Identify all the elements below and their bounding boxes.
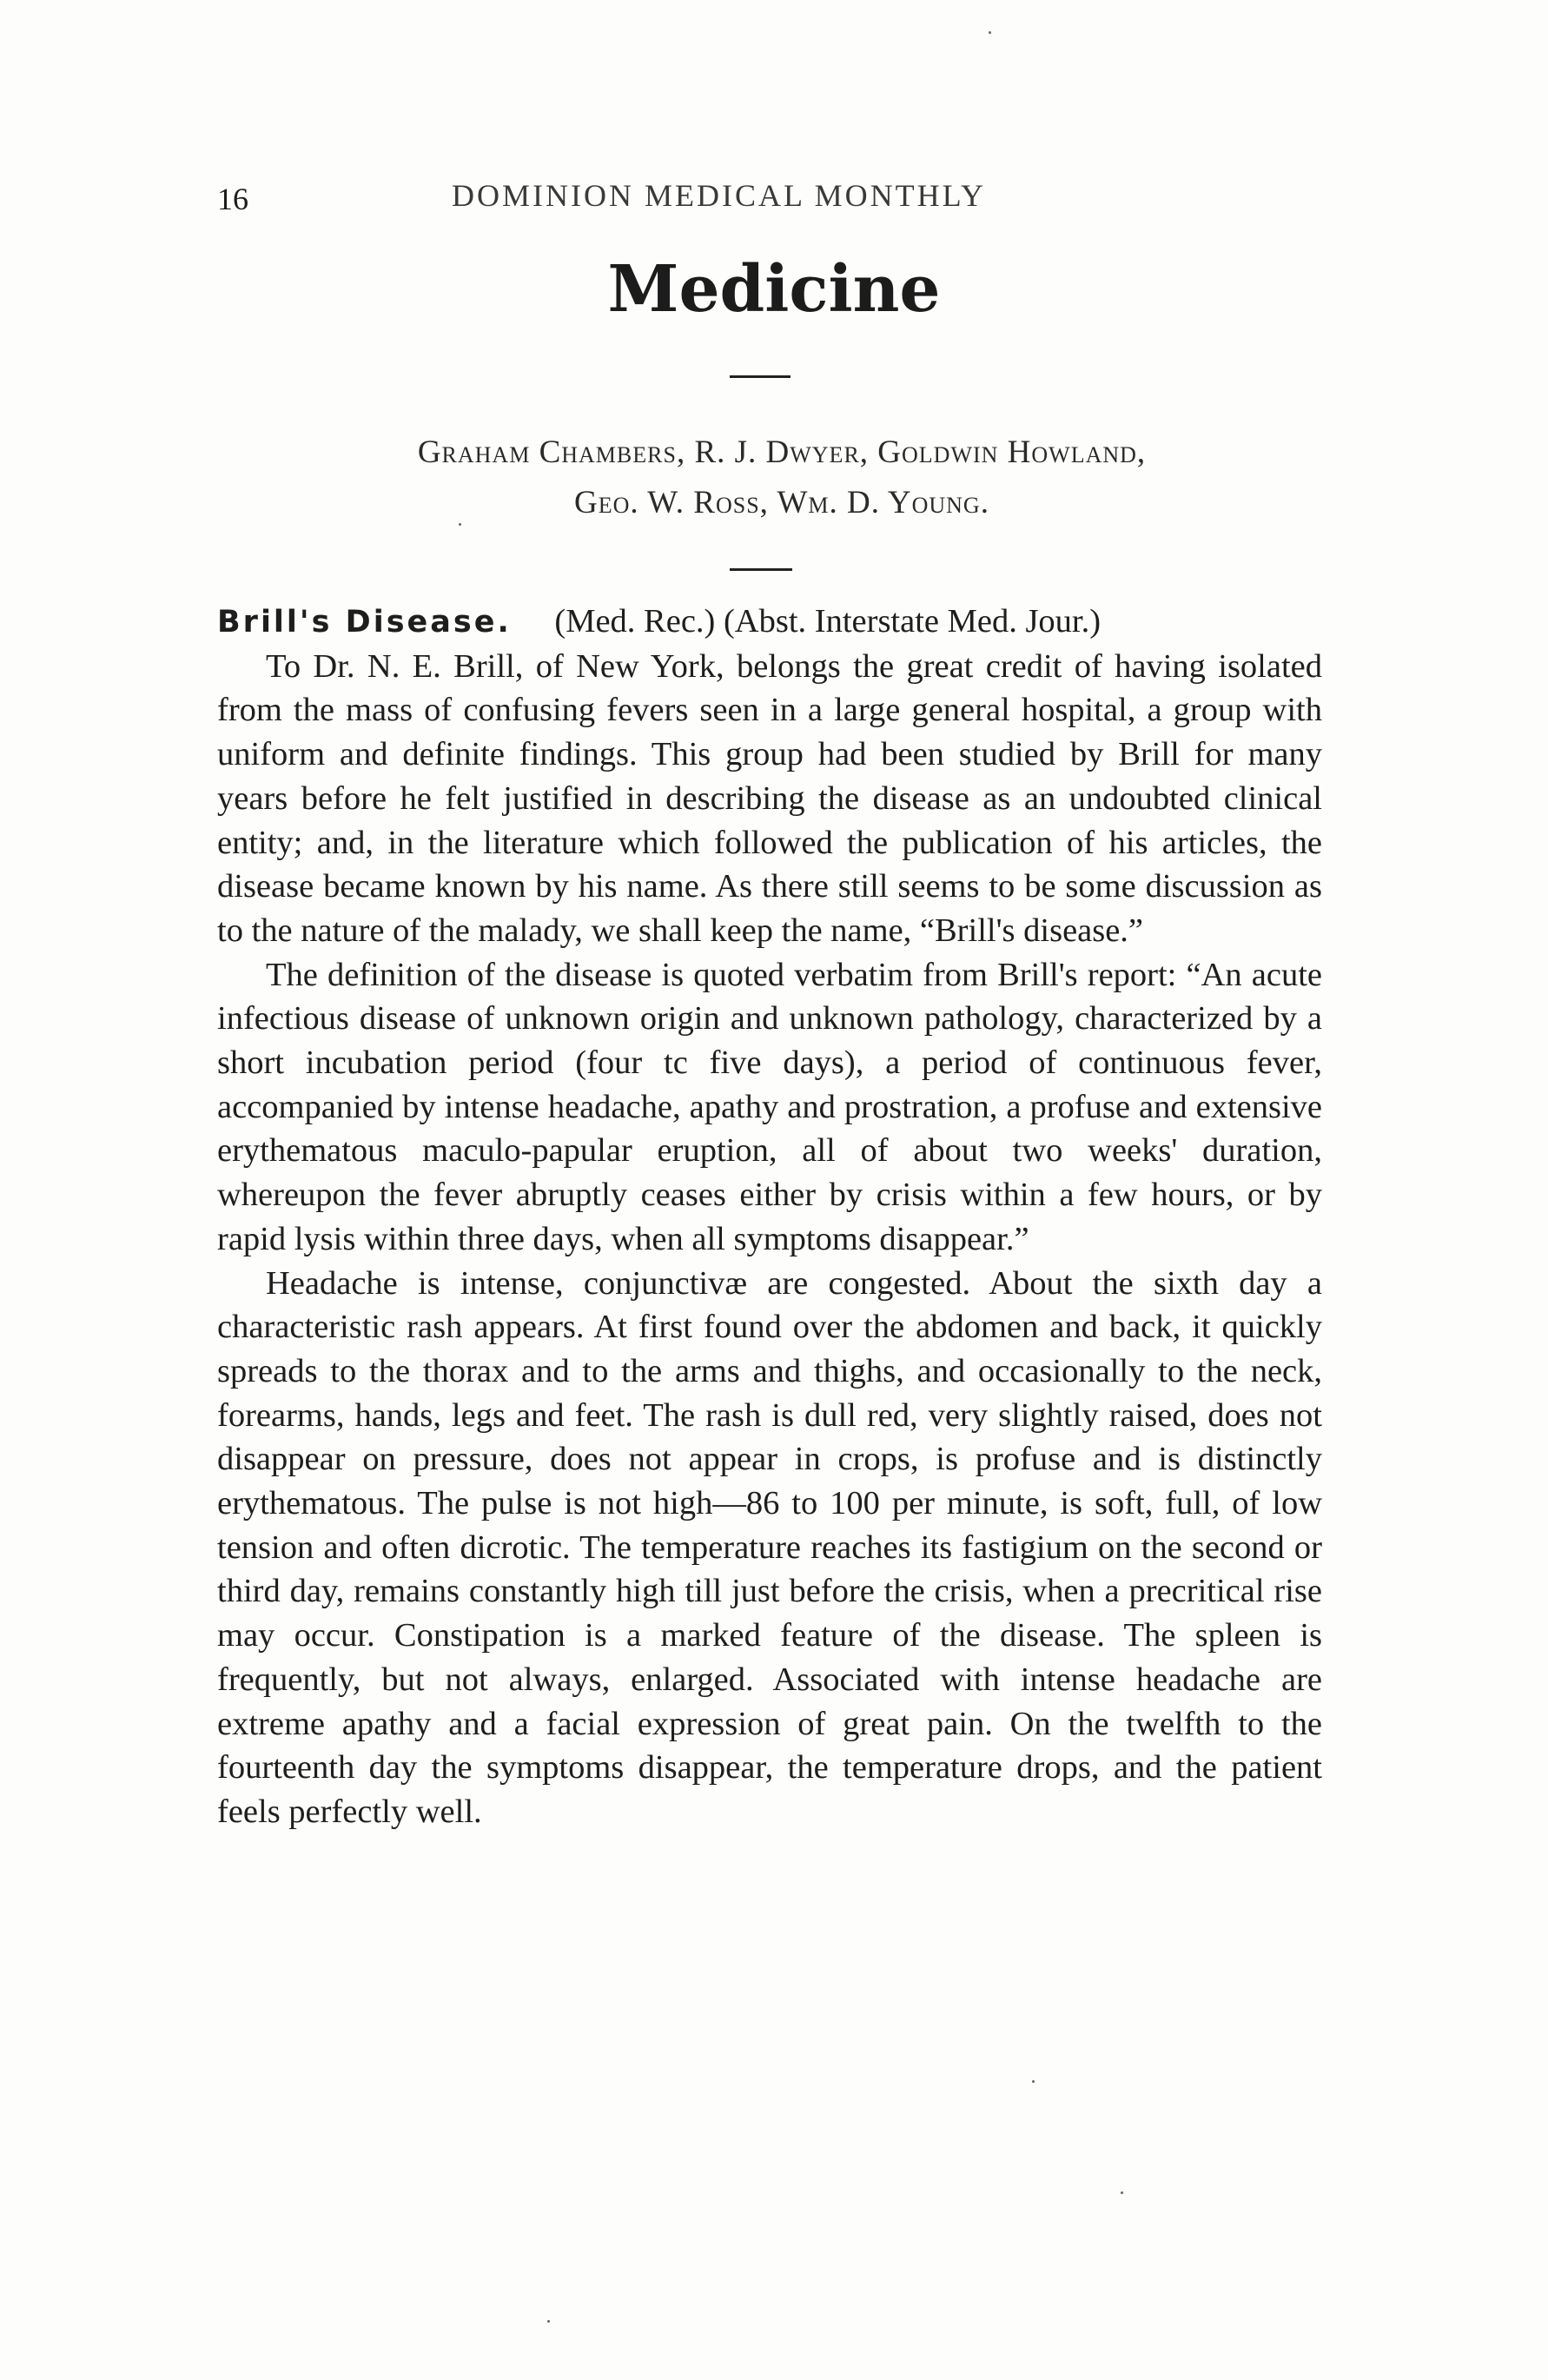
page-number: 16 [217, 182, 248, 216]
article-paragraph: Headache is intense, conjunctivæ are congested. About the sixth day a characteristic rash appears. At first found over the abdomen and back, it quickly spreads to the thorax and to the arms and thighs, and occasionally to the neck, forearms, hands, legs and feet. The rash is dull red, very slightly raised, does not disappear on pressure, does not appear in crops, is profuse and is distinctly erythematous. The pulse is not high—86 to 100 per minute, is soft, full, of low tension and often dicrotic. The temperature reaches its fastigium on the second or third day, remains constantly high till just before the crisis, when a precritical rise may occur. Constipation is a marked feature of the disease. The spleen is frequently, but not always, enlarged. Associated with intense headache are extreme apathy and a facial expression of great pain. On the twelfth to the fourteenth day the symptoms disappear, the temperature drops, and the patient feels perfectly well. [217, 1264, 1322, 1830]
paper-speck [547, 2320, 550, 2323]
running-head: DOMINION MEDICAL MONTHLY [452, 178, 987, 213]
paper-speck [1121, 2191, 1123, 2194]
divider-rule [730, 375, 791, 378]
section-title: Medicine [607, 252, 941, 327]
paper-speck [989, 31, 991, 34]
article-headline-row [217, 600, 1322, 645]
editors-line: Geo. W. Ross, Wm. D. Young. [574, 485, 989, 520]
paper-speck [1032, 2080, 1035, 2083]
divider-rule [730, 568, 792, 571]
paper-speck [459, 523, 461, 526]
article-paragraph: To Dr. N. E. Brill, of New York, belongs the great credit of having isolated from the mass of confusing fevers seen in a large general hospital, a group with uniform and definite findings. This group had been studied by Brill for many years before he felt justified in describing the disease as an undoubted clinical entity; and, in the literature which followed the publication of his articles, the disease became known by his name. As there still seems to be some discussion as to the nature of the malady, we shall keep the name, “Brill's disease.” [217, 647, 1322, 949]
section-editors [217, 428, 1346, 528]
editors-line: Graham Chambers, R. J. Dwyer, Goldwin Howland, [417, 434, 1147, 470]
article-body [217, 600, 1322, 1834]
article-source: (Med. Rec.) (Abst. Interstate Med. Jour.) [554, 603, 1101, 640]
article-paragraph: The definition of the disease is quoted verbatim from Brill's report: “An acute infectious disease of unknown origin and unknown pathology, characterized by a short incubation period (four tc five days), a period of continuous fever, accompanied by intense headache, apathy and prostration, a profuse and extensive erythematous maculo-papular eruption, all of about two weeks' duration, whereupon the fever abruptly ceases either by crisis within a few hours, or by rapid lysis within three days, when all symptoms disappear.” [217, 956, 1322, 1257]
article-heading: Brill's Disease. [217, 605, 512, 640]
